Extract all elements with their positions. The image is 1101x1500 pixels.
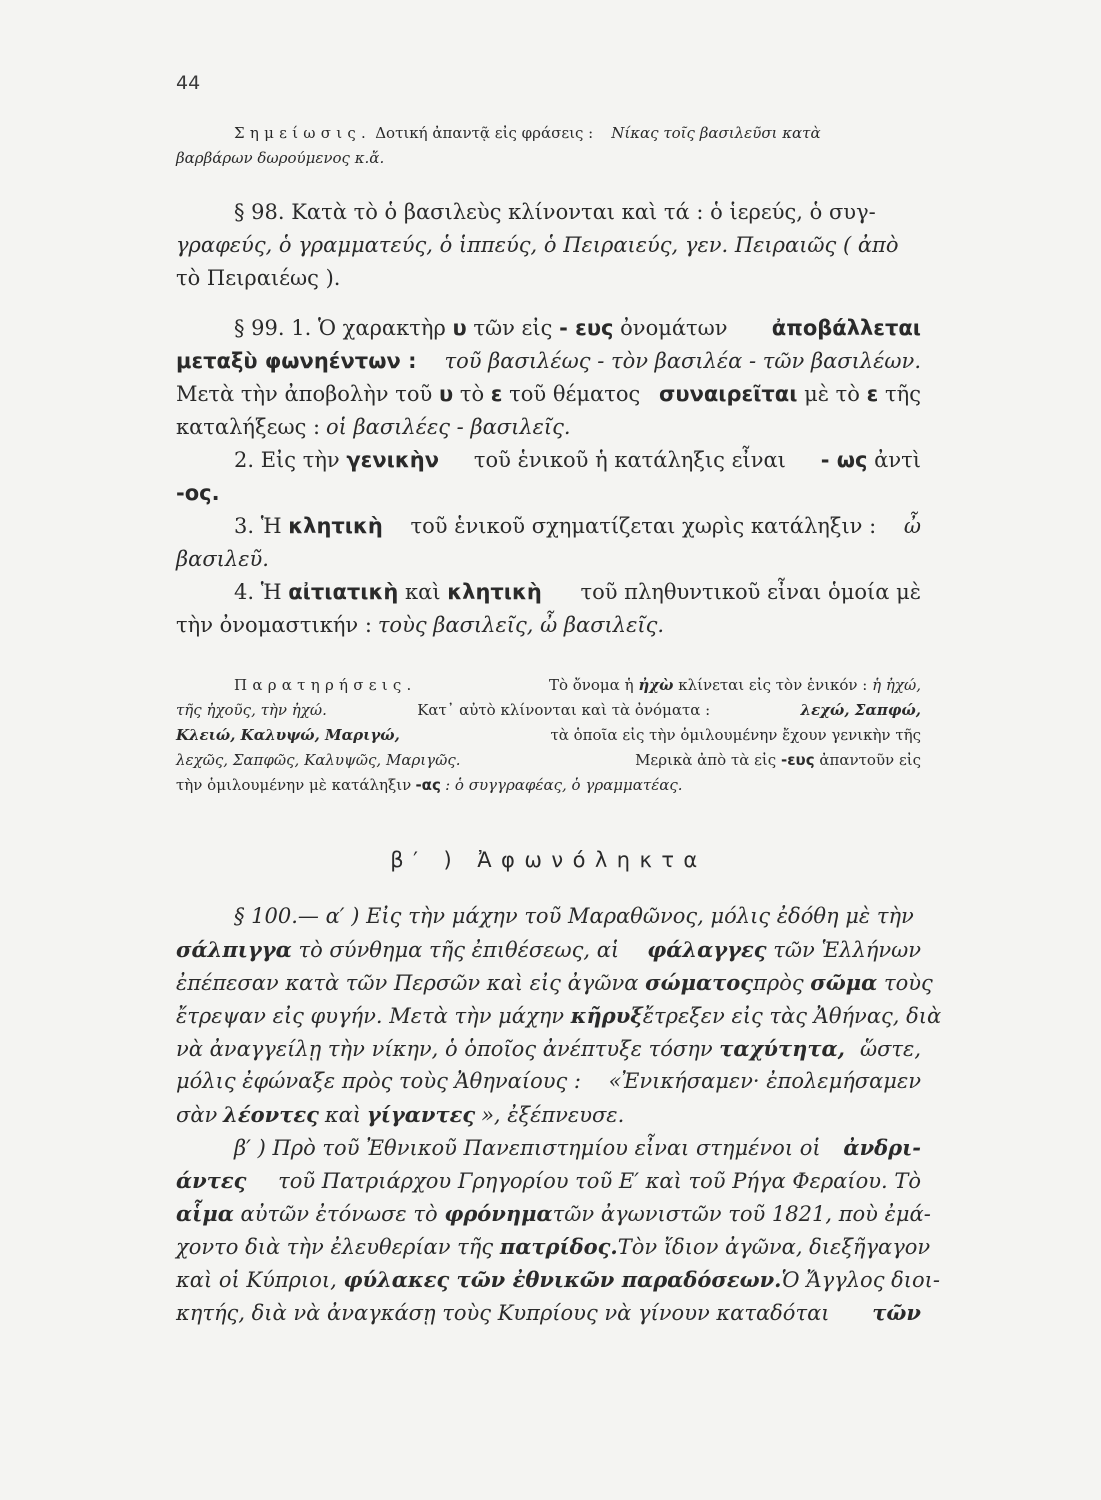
text-span: κητής, διὰ νὰ ἀναγκάσῃ τοὺς Κυπρίους νὰ γίνουν καταδόται: [176, 1301, 830, 1325]
bold-span: άντες: [176, 1168, 247, 1193]
text-line: [176, 1267, 940, 1300]
text-span: ὥστε,: [859, 1037, 921, 1061]
section-99: [176, 316, 921, 646]
section-heading: β′ ) Ἀφωνόληκτα: [390, 848, 707, 872]
text-span: β′ ) Πρὸ τοῦ Ἐθνικοῦ Πανεπιστημίου εἶναι στημένοι οἱ: [234, 1136, 821, 1160]
bold-span: σῶμα: [810, 970, 878, 995]
text-span: », ἐξέπνευσε.: [481, 1103, 625, 1127]
text-line: [234, 316, 921, 349]
bold-span: φύλακες τῶν ἐθνικῶν παραδόσεων.: [343, 1267, 782, 1292]
bold-span: σώματος: [645, 970, 754, 995]
text-span: καὶ: [324, 1103, 361, 1127]
bold-span: πατρίδος.: [499, 1234, 618, 1259]
text-line: [176, 937, 921, 970]
text-span: Μερικὰ ἀπὸ τὰ εἰς: [635, 751, 777, 769]
text-line: [234, 514, 921, 547]
italic-span: τοὺς βασιλεῖς, ὦ βασιλεῖς.: [377, 613, 665, 637]
text-line: [176, 349, 921, 382]
text-span: τὴν ὀνομαστικήν :: [176, 613, 372, 637]
text-line: [176, 1036, 921, 1069]
text-span: χοντο διὰ τὴν ἐλευθερίαν τῆς: [176, 1235, 494, 1259]
text-span: § 99. 1. Ὁ χαρακτὴρ: [234, 316, 446, 340]
note-label: Σημείωσις.: [234, 124, 372, 142]
text-span: τὴν ὁμιλουμένην μὲ κατάληξιν: [176, 776, 412, 794]
bold-span: ταχύτητα,: [719, 1036, 845, 1061]
text-span: 4. Ἡ: [234, 580, 282, 604]
note-example-cont: βαρβάρων δωρούμενος κ.ἄ.: [176, 149, 385, 167]
bold-span: -ας: [415, 776, 441, 794]
text-line: [176, 726, 921, 751]
text-span: καὶ οἱ Κύπριοι,: [176, 1268, 337, 1292]
text-span: ἔτρεψαν εἰς φυγήν. Μετὰ τὴν μάχην: [176, 1004, 565, 1028]
remarks-block: [176, 676, 921, 801]
text-span: Μετὰ τὴν ἀποβολὴν τοῦ: [176, 382, 433, 406]
text-line: [234, 676, 921, 701]
text-line: [176, 970, 933, 1003]
bold-span: -ευς: [780, 751, 815, 769]
text-line: [234, 200, 921, 233]
italic-span: οἱ βασιλέες - βασιλεῖς.: [325, 415, 571, 439]
note-line: [176, 149, 921, 174]
italic-span: τοῦ βασιλέως - τὸν βασιλέα - τῶν βασιλέων.: [444, 349, 921, 373]
text-line: [176, 1201, 931, 1234]
text-span: ἔτρεξεν εἰς τὰς Ἀθήνας, διὰ: [642, 1004, 942, 1028]
text-line: [234, 904, 921, 937]
text-line: [176, 1102, 921, 1135]
text-line: [176, 701, 921, 726]
page-number: 44: [176, 72, 201, 94]
s98-line-2: γραφεύς, ὁ γραμματεύς, ὁ ἱππεύς, ὁ Πειραιεύς, γεν. Πειραιῶς ( ἀπὸ: [176, 233, 899, 257]
bold-span: συναιρεῖται: [659, 382, 798, 406]
text-line: [234, 1135, 921, 1168]
bold-span: - ευς: [559, 316, 614, 340]
bold-span: γενικὴν: [346, 448, 440, 472]
text-span: τοῦ Πατριάρχου Γρηγορίου τοῦ Ε′ καὶ τοῦ Ρήγα Φεραίου. Τὸ: [278, 1169, 921, 1193]
bold-span: σάλπιγγα: [176, 937, 292, 962]
text-span: τὰ ὁποῖα εἰς τὴν ὁμιλουμένην ἔχουν γενικὴν τῆς: [550, 726, 921, 744]
bold-span: Κλειώ, Καλυψώ, Μαριγώ,: [176, 726, 400, 744]
text-span: Κατ᾽ αὐτὸ κλίνονται καὶ τὰ ὀνόματα :: [417, 701, 711, 719]
italic-span: ὦ: [903, 514, 921, 538]
text-line: [176, 415, 921, 448]
bold-span: τῶν: [872, 1300, 921, 1325]
text-span: τὸ: [459, 382, 485, 406]
text-span: τῆς: [885, 382, 921, 406]
s98-line-1: § 98. Κατὰ τὸ ὁ βασιλεὺς κλίνονται καὶ τά : ὁ ἱερεύς, ὁ συγ-: [234, 200, 876, 224]
note-block: [176, 124, 921, 174]
bold-span: υ: [438, 382, 454, 406]
text-span: Ὁ Ἄγγλος διοι-: [781, 1268, 940, 1292]
s98-line-3: τὸ Πειραιέως ).: [176, 266, 341, 290]
text-span: τῶν εἰς: [473, 316, 553, 340]
text-span: αὐτῶν ἐτόνωσε τὸ: [240, 1202, 438, 1226]
text-span: τοῦ ἑνικοῦ σχηματίζεται χωρὶς κατάληξιν :: [410, 514, 877, 538]
text-span: «Ἐνικήσαμεν· ἐπολεμήσαμεν: [608, 1069, 921, 1093]
section-100: [176, 904, 942, 1333]
text-span: Τὸ ὄνομα ἡ: [548, 676, 634, 694]
text-span: μόλις ἐφώναξε πρὸς τοὺς Ἀθηναίους :: [176, 1069, 582, 1093]
bold-span: μεταξὺ φωνηέντων :: [176, 349, 417, 373]
text-span: τῶν ἀγωνιστῶν τοῦ 1821, ποὺ ἐμά-: [552, 1202, 931, 1226]
text-span: τοῦ πληθυντικοῦ εἶναι ὁμοία μὲ: [580, 580, 921, 604]
text-span: ὀνομάτων: [620, 316, 728, 340]
bold-span: κῆρυξ: [570, 1003, 643, 1028]
text-span: μὲ τὸ: [804, 382, 860, 406]
text-line: [176, 1069, 921, 1102]
section-98: [176, 200, 921, 299]
text-line: [176, 1003, 942, 1036]
text-line: [176, 481, 921, 514]
text-line: [176, 266, 921, 299]
text-span: τοὺς: [884, 971, 933, 995]
note-line: [234, 124, 921, 149]
text-span: κλίνεται εἰς τὸν ἑνικόν :: [678, 676, 868, 694]
text-line: [176, 776, 921, 801]
bold-span: ἀποβάλλεται: [771, 316, 921, 340]
note-example: Νίκας τοῖς βασιλεῦσι κατὰ: [611, 124, 821, 142]
bold-span: αἰτιατικὴ: [288, 580, 399, 604]
text-line: [176, 751, 921, 776]
italic-span: λεχῶς, Σαπφῶς, Καλυψῶς, Μαριγῶς.: [176, 751, 461, 769]
text-span: ἀπαντοῦν εἰς: [819, 751, 921, 769]
bold-span: υ: [452, 316, 467, 340]
bold-span: ἀνδρι-: [843, 1135, 921, 1160]
text-span: τὸ σύνθημα τῆς ἐπιθέσεως, αἱ: [298, 938, 620, 962]
text-line: [176, 1234, 931, 1267]
text-line: [176, 1300, 921, 1333]
bold-span: ε: [866, 382, 879, 406]
italic-span: τῆς ἠχοῦς, τὴν ἠχώ.: [176, 701, 327, 719]
bold-span: ε: [490, 382, 503, 406]
bold-span: γίγαντες: [366, 1102, 476, 1127]
text-span: Τὸν ἴδιον ἀγῶνα, διεξῆγαγον: [617, 1235, 931, 1259]
text-span: καὶ: [405, 580, 441, 604]
text-span: § 100.— α′ ) Εἰς τὴν μάχην τοῦ Μαραθῶνος, μόλις ἐδόθη μὲ τὴν: [234, 904, 914, 928]
bold-span: φάλαγγες: [647, 937, 767, 962]
text-line: [176, 1168, 921, 1201]
text-span: 2. Εἰς τὴν: [234, 448, 340, 472]
text-span: ἐπέπεσαν κατὰ τῶν Περσῶν καὶ εἰς ἀγῶνα: [176, 971, 639, 995]
bold-span: κλητικὴ: [288, 514, 383, 538]
remarks-label: Παρατηρήσεις.: [234, 676, 417, 694]
note-text: Δοτική ἀπαντᾷ εἰς φράσεις :: [375, 124, 594, 142]
text-line: [234, 448, 921, 481]
text-line: [176, 547, 921, 580]
text-span: πρὸς: [753, 971, 804, 995]
bold-span: -ος.: [176, 481, 220, 505]
text-line: [234, 580, 921, 613]
bold-span: φρόνημα: [444, 1201, 553, 1226]
text-span: 3. Ἡ: [234, 514, 282, 538]
text-span: τοῦ θέματος: [509, 382, 641, 406]
text-span: νὰ ἀναγγείλῃ τὴν νίκην, ὁ ὁποῖος ἀνέπτυξε τόσην: [176, 1037, 713, 1061]
italic-span: : ὁ συγγραφέας, ὁ γραμματέας.: [445, 776, 683, 794]
text-span: καταλήξεως :: [176, 415, 321, 439]
text-line: [176, 382, 921, 415]
text-line: [176, 613, 921, 646]
text-span: σὰν: [176, 1103, 218, 1127]
bold-span: λέοντες: [223, 1102, 319, 1127]
bold-span: ἠχὼ: [638, 676, 674, 694]
italic-span: βασιλεῦ.: [176, 547, 269, 571]
italic-span: ἡ ἠχώ,: [872, 676, 921, 694]
bold-span: - ως: [820, 448, 868, 472]
text-line: [176, 233, 921, 266]
text-span: τῶν Ἑλλήνων: [773, 938, 921, 962]
text-span: ἀντὶ: [874, 448, 921, 472]
text-span: τοῦ ἑνικοῦ ἡ κατάληξις εἶναι: [473, 448, 786, 472]
bold-span: αἷμα: [176, 1201, 234, 1226]
bold-span: λεχώ, Σαπφώ,: [800, 701, 921, 719]
bold-span: κλητικὴ: [447, 580, 542, 604]
